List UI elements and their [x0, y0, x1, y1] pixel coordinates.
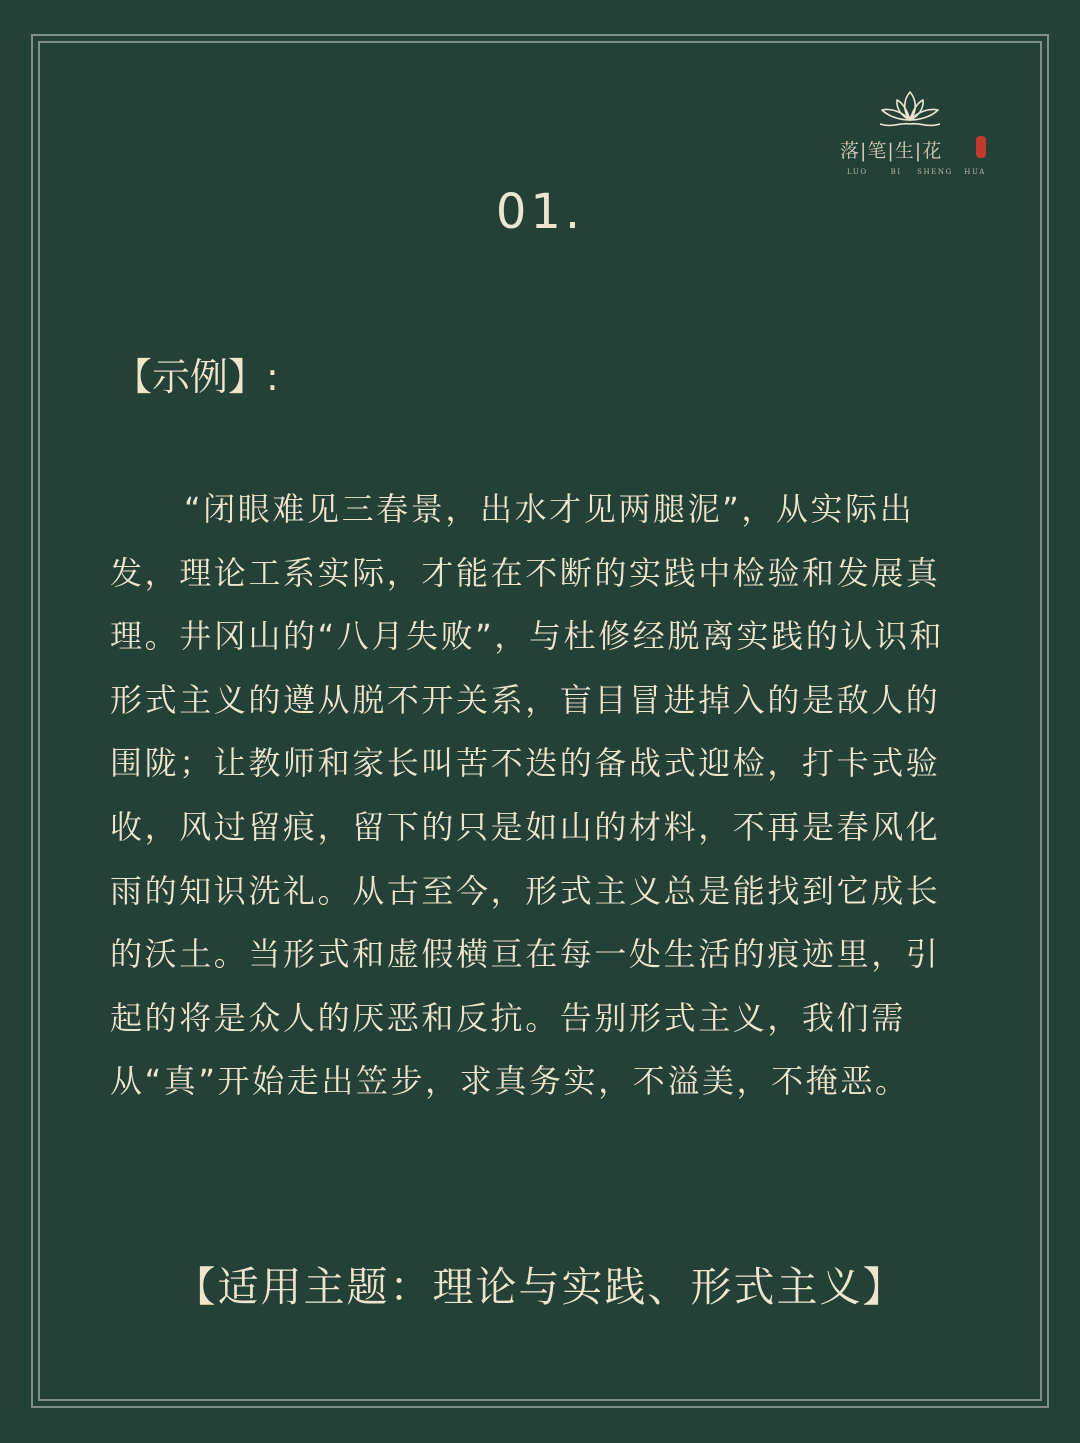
logo-subtitle: LUO BI SHENG HUA — [847, 168, 986, 176]
brand-logo — [840, 88, 990, 182]
example-label: 【示例】: — [114, 355, 279, 399]
lotus-icon — [876, 88, 944, 130]
logo-title: 落|笔|生|花 — [840, 140, 943, 162]
section-number: 01. — [495, 184, 585, 240]
red-seal-stamp — [976, 136, 986, 158]
example-paragraph: “闭眼难见三春景，出水才见两腿泥”，从实际出发，理论工系实际，才能在不断的实践中检验和发展真理。井冈山的“八月失败”，与杜修经脱离实践的认识和形式主义的遵从脱不开关系，盲目冒进掉入的是敌人的围陇；让教师和家长叫苦不迭的备战式迎检，打卡式验收，风过留痕，留下的只是如山的材料，不再是春风化雨的知识洗礼。从古至今，形式主义总是能找到它成长的沃土。当形式和虚假横亘在每一处生活的痕迹里，引起的将是众人的厌恶和反抗。告别形式主义，我们需从“真”开始走出笠步，求真务实，不溢美，不掩恶。 — [110, 490, 945, 1101]
applicable-topic: 【适用主题：理论与实践、形式主义】 — [174, 1263, 906, 1311]
